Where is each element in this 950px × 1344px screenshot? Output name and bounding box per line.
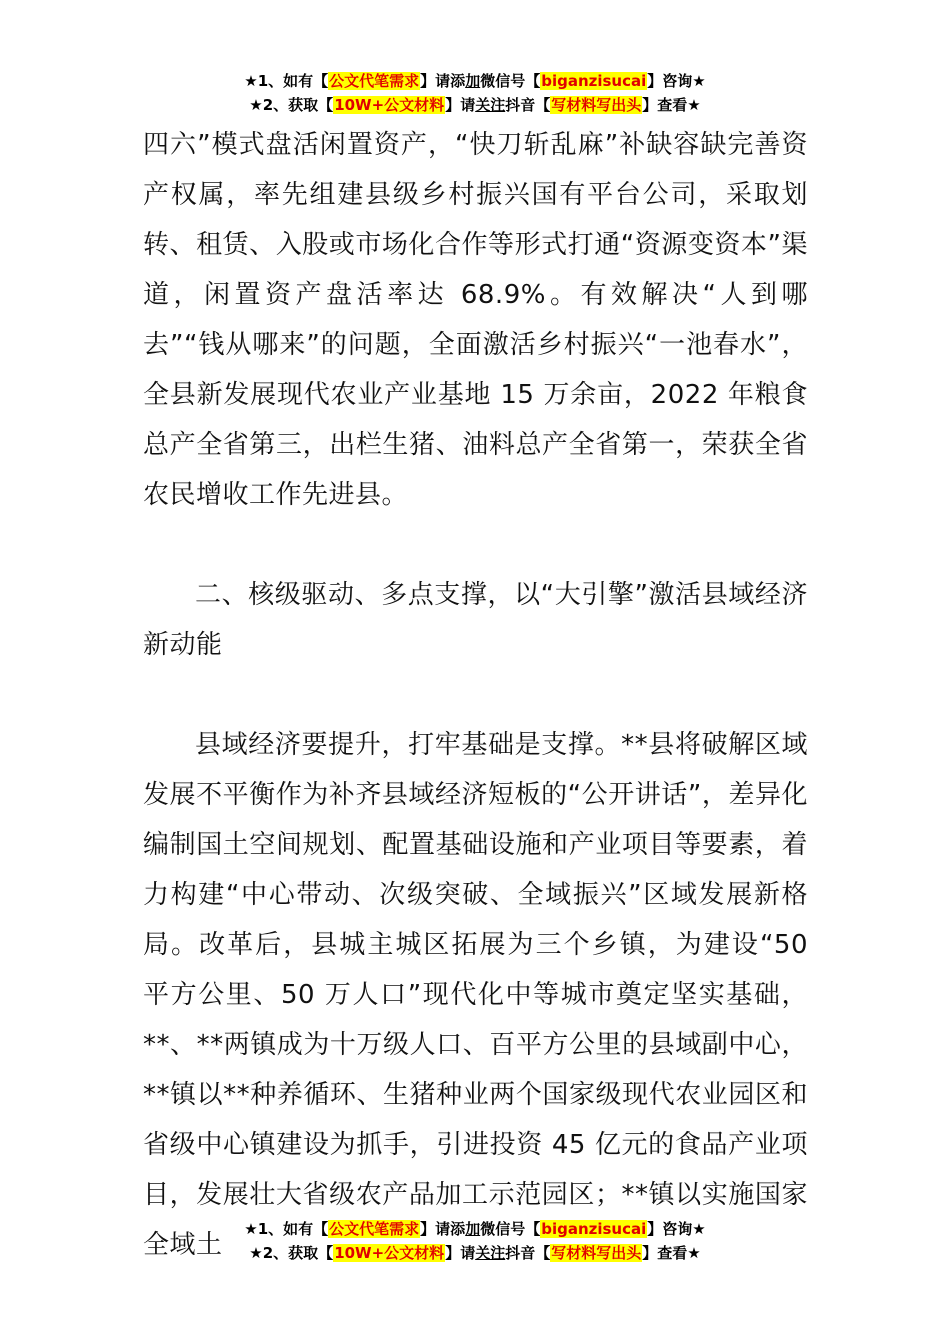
banner-text: 微信号【: [480, 1220, 541, 1238]
banner-highlight: 写材料写出头: [551, 1244, 642, 1262]
banner-text: ★2、获取【: [249, 96, 334, 114]
header-banner-line-1: [0, 70, 950, 92]
banner-text: 】咨询★: [647, 72, 706, 90]
footer-banner-line-2: [0, 1242, 950, 1264]
banner-text: 】请: [445, 96, 476, 114]
banner-highlight: 公文代笔需求: [329, 1220, 420, 1238]
banner-highlight: 10W+公文材料: [334, 96, 445, 114]
section-heading: 二、核级驱动、多点支撑，以“大引擎”激活县域经济新动能: [143, 580, 808, 660]
banner-highlight: 10W+公文材料: [334, 1244, 445, 1262]
banner-highlight: 公文代笔需求: [329, 72, 420, 90]
footer-banner-line-1: [0, 1218, 950, 1240]
banner-underlined-text: 加: [465, 72, 481, 90]
banner-text: 微信号【: [480, 72, 541, 90]
header-banner-line-2: [0, 94, 950, 116]
banner-text: ★2、获取【: [249, 1244, 334, 1262]
banner-highlight: biganzisucai: [541, 72, 647, 90]
banner-text: ★1、如有【: [244, 72, 329, 90]
banner-highlight: 写材料写出头: [551, 96, 642, 114]
banner-underlined-text: 关注: [475, 1244, 506, 1262]
body-paragraph: 县域经济要提升，打牢基础是支撑。**县将破解区域发展不平衡作为补齐县域经济短板的“公开讲话”，差异化编制国土空间规划、配置基础设施和产业项目等要素，着力构建“中心带动、次级突破、全域振兴”区域发展新格局。改革后，县城主城区拓展为三个乡镇，为建设“50 平方公里、50 万人口”现代化中等城市奠定坚实基础，**、**两镇成为十万级人口、百平方公里的县域副中心，**镇以**种养循环、生猪种业两个国家级现代农业园区和省级中心镇建设为抓手，引进投资 45 亿元的食品产业项目，发展壮大省级农产品加工示范园区；**镇以实施国家全域土: [143, 730, 808, 1260]
banner-text: 】查看★: [642, 96, 701, 114]
banner-text: 】请添: [420, 1220, 466, 1238]
banner-text: 抖音【: [505, 1244, 551, 1262]
banner-text: 】咨询★: [647, 1220, 706, 1238]
banner-text: 】请: [445, 1244, 476, 1262]
banner-underlined-text: 加: [465, 1220, 481, 1238]
banner-text: 】查看★: [642, 1244, 701, 1262]
body-paragraph: 四六”模式盘活闲置资产，“快刀斩乱麻”补缺容缺完善资产权属，率先组建县级乡村振兴国有平台公司，采取划转、租赁、入股或市场化合作等形式打通“资源变资本”渠道，闲置资产盘活率达 68.9%。有效解决“人到哪去”“钱从哪来”的问题，全面激活乡村振兴“一池春水”，全县新发展现代农业产业基地 15 万余亩，2022 年粮食总产全省第三，出栏生猪、油料总产全省第一，荣获全省农民增收工作先进县。: [143, 130, 808, 510]
banner-underlined-text: 关注: [475, 96, 506, 114]
banner-text: 抖音【: [505, 96, 551, 114]
document-body: [143, 120, 808, 1270]
banner-highlight: biganzisucai: [541, 1220, 647, 1238]
banner-text: ★1、如有【: [244, 1220, 329, 1238]
banner-text: 】请添: [420, 72, 466, 90]
